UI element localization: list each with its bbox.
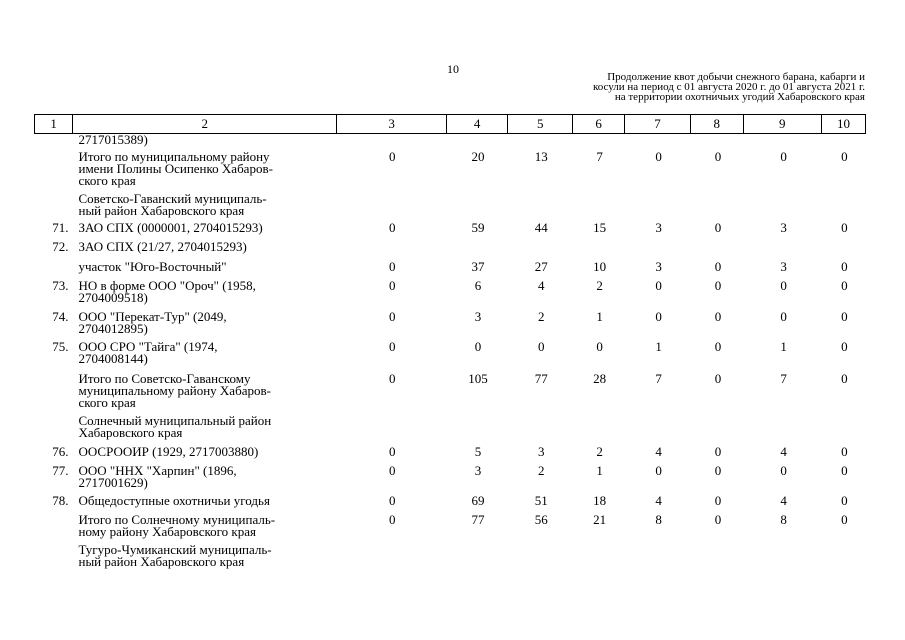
row-number bbox=[34, 514, 72, 538]
row-value: 4 bbox=[655, 493, 662, 508]
row-value bbox=[574, 415, 626, 439]
row-name-line: ООО "Перекат-Тур" (2049, bbox=[78, 309, 227, 324]
row-value bbox=[447, 415, 508, 439]
row-value: 44 bbox=[534, 220, 548, 235]
row-name bbox=[72, 495, 337, 507]
row-value bbox=[744, 241, 823, 253]
row-name bbox=[72, 280, 337, 304]
row-value: 51 bbox=[534, 493, 548, 508]
row-value: 10 bbox=[593, 259, 607, 274]
row-name-line: ООО "ННХ "Харпин" (1896, bbox=[78, 463, 237, 478]
row-name bbox=[72, 222, 337, 234]
row-value: 4 bbox=[537, 278, 545, 293]
row-number bbox=[34, 134, 72, 146]
row-name-line: 2717001629) bbox=[78, 475, 148, 490]
row-value: 77 bbox=[534, 371, 548, 386]
table-row bbox=[34, 514, 866, 538]
row-value: 5 bbox=[474, 444, 482, 459]
row-value bbox=[692, 193, 745, 217]
row-value bbox=[692, 415, 745, 439]
row-value: 3 bbox=[655, 220, 662, 235]
row-value bbox=[626, 415, 692, 439]
row-value bbox=[337, 241, 447, 253]
row-name-line: ЗАО СПХ (0000001, 2704015293) bbox=[78, 220, 263, 235]
row-name-line: Тугуро-Чумиканский муниципаль- bbox=[78, 542, 272, 557]
table-row bbox=[34, 415, 866, 439]
row-value: 0 bbox=[714, 444, 722, 459]
row-value bbox=[447, 134, 508, 146]
table-header bbox=[34, 114, 866, 134]
row-value: 0 bbox=[841, 339, 848, 354]
row-name bbox=[72, 341, 337, 365]
row-value bbox=[626, 134, 692, 146]
table-row bbox=[34, 241, 866, 253]
row-value: 0 bbox=[388, 463, 396, 478]
row-value: 0 bbox=[388, 512, 396, 527]
row-value: 27 bbox=[534, 259, 548, 274]
row-value: 6 bbox=[474, 278, 482, 293]
row-value: 0 bbox=[841, 493, 848, 508]
row-name-line: Итого по Советско-Гаванскому bbox=[78, 371, 251, 386]
column-header: 10 bbox=[836, 116, 850, 131]
row-value: 2 bbox=[537, 463, 545, 478]
row-value bbox=[337, 134, 447, 146]
row-name-line: НО в форме ООО "Ороч" (1958, bbox=[78, 278, 256, 293]
table-row bbox=[34, 151, 866, 187]
row-name bbox=[72, 373, 337, 409]
row-name-line: ского края bbox=[78, 395, 136, 410]
row-value: 0 bbox=[388, 371, 396, 386]
row-name bbox=[72, 261, 337, 273]
row-value: 0 bbox=[388, 220, 396, 235]
column-header: 5 bbox=[508, 115, 573, 133]
row-name-line: 2704009518) bbox=[78, 290, 148, 305]
row-value: 18 bbox=[593, 493, 607, 508]
caption-line: косули на период с 01 августа 2020 г. до 01 августа 2021 г. bbox=[592, 81, 865, 93]
row-value: 0 bbox=[388, 493, 396, 508]
row-number: 78. bbox=[52, 493, 69, 508]
row-value: 105 bbox=[468, 371, 488, 386]
row-value bbox=[823, 241, 866, 253]
row-number: 71. bbox=[52, 220, 69, 235]
row-value: 0 bbox=[780, 309, 787, 324]
row-number bbox=[34, 373, 72, 409]
row-name-line: Солнечный муниципальный район bbox=[78, 413, 272, 428]
row-value: 1 bbox=[596, 309, 603, 324]
table-row bbox=[34, 134, 866, 146]
table-row bbox=[34, 311, 866, 335]
column-header: 4 bbox=[447, 115, 508, 133]
table-row bbox=[34, 373, 866, 409]
row-name bbox=[72, 514, 337, 538]
row-name-line: Советско-Гаванский муниципаль- bbox=[78, 191, 267, 206]
row-value: 3 bbox=[780, 259, 787, 274]
row-name bbox=[72, 465, 337, 489]
table-caption bbox=[545, 72, 865, 102]
row-value: 4 bbox=[780, 493, 787, 508]
row-value: 77 bbox=[471, 512, 485, 527]
row-value: 69 bbox=[471, 493, 485, 508]
row-value: 4 bbox=[780, 444, 787, 459]
row-value bbox=[692, 134, 745, 146]
row-value: 0 bbox=[714, 309, 722, 324]
row-value: 0 bbox=[714, 493, 722, 508]
row-name bbox=[72, 241, 337, 253]
row-value: 7 bbox=[596, 149, 603, 164]
row-value: 0 bbox=[655, 278, 662, 293]
row-value: 0 bbox=[780, 149, 787, 164]
row-value bbox=[823, 134, 866, 146]
row-number: 77. bbox=[52, 463, 69, 478]
row-value: 0 bbox=[841, 444, 848, 459]
row-value: 0 bbox=[780, 463, 787, 478]
row-value: 0 bbox=[841, 259, 848, 274]
row-number bbox=[34, 544, 72, 568]
row-value: 28 bbox=[593, 371, 607, 386]
row-value: 0 bbox=[714, 149, 722, 164]
row-value bbox=[574, 134, 626, 146]
row-value bbox=[447, 193, 508, 217]
row-value bbox=[626, 544, 692, 568]
row-value bbox=[574, 193, 626, 217]
row-value: 7 bbox=[780, 371, 787, 386]
row-name-line: 2704008144) bbox=[78, 351, 148, 366]
row-value bbox=[744, 415, 823, 439]
row-name bbox=[72, 151, 337, 187]
row-number: 76. bbox=[52, 444, 69, 459]
row-value: 13 bbox=[534, 149, 548, 164]
row-value: 0 bbox=[655, 149, 662, 164]
row-number bbox=[34, 261, 72, 273]
row-value bbox=[337, 415, 447, 439]
row-value: 0 bbox=[537, 339, 545, 354]
row-value bbox=[823, 415, 866, 439]
row-number: 74. bbox=[52, 309, 69, 324]
row-value: 0 bbox=[714, 512, 722, 527]
row-value bbox=[744, 134, 823, 146]
row-value: 1 bbox=[780, 339, 787, 354]
row-number: 72. bbox=[52, 239, 69, 254]
row-value: 0 bbox=[714, 371, 722, 386]
row-value: 0 bbox=[474, 339, 482, 354]
row-value: 0 bbox=[841, 512, 848, 527]
row-value: 0 bbox=[388, 339, 396, 354]
row-value: 0 bbox=[388, 278, 396, 293]
row-number: 75. bbox=[52, 339, 69, 354]
column-header: 7 bbox=[625, 115, 691, 133]
row-name-line: ный район Хабаровского края bbox=[78, 203, 245, 218]
row-value: 0 bbox=[388, 444, 396, 459]
row-value: 0 bbox=[388, 149, 396, 164]
column-header: 6 bbox=[573, 115, 625, 133]
table-row bbox=[34, 261, 866, 273]
row-value: 8 bbox=[780, 512, 787, 527]
row-number bbox=[34, 415, 72, 439]
row-name bbox=[72, 311, 337, 335]
row-number bbox=[34, 193, 72, 217]
table-row bbox=[34, 465, 866, 489]
row-value bbox=[509, 134, 574, 146]
page-number: 10 bbox=[447, 62, 459, 76]
row-value: 2 bbox=[537, 309, 545, 324]
row-name bbox=[72, 415, 337, 439]
row-value: 0 bbox=[841, 220, 848, 235]
row-value bbox=[692, 544, 745, 568]
row-value bbox=[337, 544, 447, 568]
row-value: 0 bbox=[841, 463, 848, 478]
row-name bbox=[72, 134, 337, 146]
row-name-line: имени Полины Осипенко Хабаров- bbox=[78, 161, 273, 176]
row-value: 59 bbox=[471, 220, 485, 235]
row-value: 0 bbox=[841, 278, 848, 293]
column-header: 8 bbox=[691, 115, 744, 133]
row-value: 0 bbox=[841, 309, 848, 324]
row-value: 21 bbox=[593, 512, 607, 527]
row-value: 4 bbox=[655, 444, 662, 459]
table-row bbox=[34, 446, 866, 458]
column-header: 9 bbox=[744, 115, 822, 133]
row-value: 1 bbox=[596, 463, 603, 478]
row-name-line: ООО СРО "Тайга" (1974, bbox=[78, 339, 218, 354]
row-value: 56 bbox=[534, 512, 548, 527]
table-body bbox=[34, 134, 866, 568]
row-name-line: 2717015389) bbox=[78, 132, 148, 147]
table-row bbox=[34, 341, 866, 365]
row-value bbox=[509, 544, 574, 568]
row-value: 7 bbox=[655, 371, 662, 386]
row-value bbox=[447, 241, 508, 253]
row-value: 2 bbox=[596, 444, 603, 459]
row-value bbox=[626, 193, 692, 217]
row-name bbox=[72, 544, 337, 568]
row-name-line: Хабаровского края bbox=[78, 425, 183, 440]
row-value: 0 bbox=[714, 220, 722, 235]
row-value bbox=[692, 241, 745, 253]
row-value: 3 bbox=[537, 444, 545, 459]
row-value bbox=[509, 193, 574, 217]
row-value bbox=[509, 415, 574, 439]
row-value bbox=[509, 241, 574, 253]
row-value: 3 bbox=[474, 463, 482, 478]
row-value: 0 bbox=[780, 278, 787, 293]
row-value bbox=[744, 193, 823, 217]
row-name-line: ЗАО СПХ (21/27, 2704015293) bbox=[78, 239, 247, 254]
row-value: 0 bbox=[596, 339, 603, 354]
row-value: 0 bbox=[714, 339, 722, 354]
table-row bbox=[34, 193, 866, 217]
column-header: 2 bbox=[73, 115, 337, 133]
caption-line: на территории охотничьих угодий Хабаровского края bbox=[614, 91, 865, 103]
table-row bbox=[34, 544, 866, 568]
row-value: 15 bbox=[593, 220, 607, 235]
row-name-line: муниципальному району Хабаров- bbox=[78, 383, 271, 398]
row-value: 1 bbox=[655, 339, 662, 354]
caption-line: Продолжение квот добычи снежного барана, кабарги и bbox=[607, 71, 865, 83]
row-name-line: ный район Хабаровского края bbox=[78, 554, 245, 569]
row-name-line: участок "Юго-Восточный" bbox=[78, 259, 227, 274]
row-number: 73. bbox=[52, 278, 69, 293]
row-name-line: Итого по Солнечному муниципаль- bbox=[78, 512, 276, 527]
row-name bbox=[72, 446, 337, 458]
row-value bbox=[744, 544, 823, 568]
table-row bbox=[34, 495, 866, 507]
row-value: 8 bbox=[655, 512, 662, 527]
row-value: 2 bbox=[596, 278, 603, 293]
row-value: 0 bbox=[714, 278, 722, 293]
row-value: 0 bbox=[841, 371, 848, 386]
row-value bbox=[574, 241, 626, 253]
row-value: 37 bbox=[471, 259, 485, 274]
row-value: 0 bbox=[655, 309, 662, 324]
column-header: 1 bbox=[35, 115, 73, 133]
row-value bbox=[823, 193, 866, 217]
row-number bbox=[34, 151, 72, 187]
row-value: 0 bbox=[841, 149, 848, 164]
table-row bbox=[34, 222, 866, 234]
row-value bbox=[337, 193, 447, 217]
row-value bbox=[626, 241, 692, 253]
row-name-line: Итого по муниципальному району bbox=[78, 149, 270, 164]
row-name-line: Общедоступные охотничьи угодья bbox=[78, 493, 270, 508]
row-value bbox=[823, 544, 866, 568]
row-name bbox=[72, 193, 337, 217]
row-value: 0 bbox=[714, 259, 722, 274]
row-value: 0 bbox=[388, 259, 396, 274]
row-value: 3 bbox=[780, 220, 787, 235]
row-value bbox=[447, 544, 508, 568]
table-row bbox=[34, 280, 866, 304]
row-value bbox=[574, 544, 626, 568]
row-value: 0 bbox=[655, 463, 662, 478]
row-name-line: ского края bbox=[78, 173, 136, 188]
row-value: 20 bbox=[471, 149, 485, 164]
row-name-line: ному району Хабаровского края bbox=[78, 524, 256, 539]
row-value: 0 bbox=[714, 463, 722, 478]
row-value: 3 bbox=[655, 259, 662, 274]
row-name-line: 2704012895) bbox=[78, 321, 148, 336]
row-value: 3 bbox=[474, 309, 482, 324]
row-name-line: ООСРООИР (1929, 2717003880) bbox=[78, 444, 259, 459]
row-value: 0 bbox=[388, 309, 396, 324]
column-header: 3 bbox=[337, 115, 447, 133]
